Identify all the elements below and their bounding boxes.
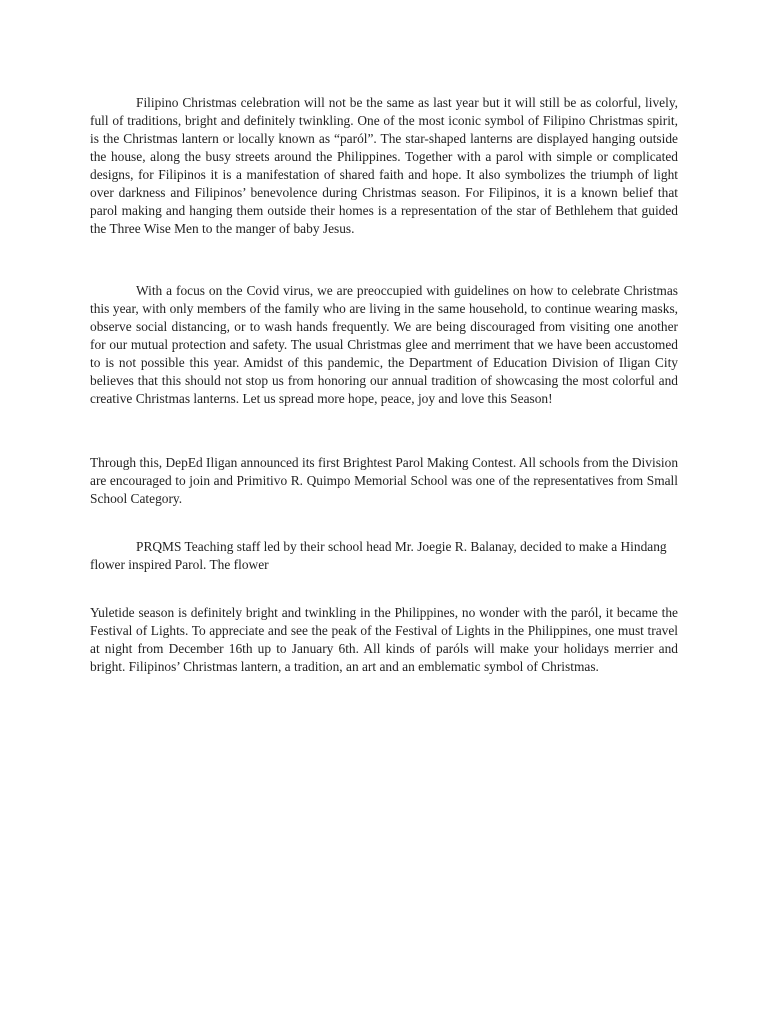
paragraph-covid-celebration: With a focus on the Covid virus, we are preoccupied with guidelines on how to celebrate Christmas this year, with only members of the family who are living in the same household, to continue wearing masks, observe social distancing, or to wash hands frequently. We are being discouraged from visiting one another for our mutual protection and safety. The usual Christmas glee and merriment that we have been accustomed to is not possible this year. Amidst of this pandemic, the Department of Education Division of Iligan City believes that this should not stop us from honoring our annual tradition of showcasing the most colorful and creative Christmas lanterns. Let us spread more hope, peace, joy and love this Season! — [90, 283, 678, 406]
paragraph-prqms-staff: PRQMS Teaching staff led by their school head Mr. Joegie R. Balanay, decided to make a Hindang flower inspired Parol. The flower — [90, 539, 667, 572]
paragraph-parol-intro: Filipino Christmas celebration will not be the same as last year but it will still be as colorful, lively, full of traditions, bright and definitely twinkling. One of the most iconic symbol of Filipino Christmas spirit, is the Christmas lantern or locally known as “paról”. The star-shaped lanterns are displayed hanging outside the house, along the busy streets around the Philippines. Together with a parol with simple or complicated designs, for Filipinos it is a manifestation of shared faith and hope. It also symbolizes the triumph of light over darkness and Filipinos’ benevolence during Christmas season. For Filipinos, it is a known belief that parol making and hanging them outside their homes is a representation of the star of Bethlehem that guided the Three Wise Men to the manger of baby Jesus. — [90, 95, 678, 236]
paragraph-festival-of-lights: Yuletide season is definitely bright and twinkling in the Philippines, no wonder with the paról, it became the Festival of Lights. To appreciate and see the peak of the Festival of Lights in the Philippines, one must travel at night from December 16th up to January 6th. All kinds of paróls will make your holidays merrier and bright. Filipinos’ Christmas lantern, a tradition, an art and an emblematic symbol of Christmas. — [90, 605, 678, 674]
paragraph-contest-announcement: Through this, DepEd Iligan announced its first Brightest Parol Making Contest. All schools from the Division are encouraged to join and Primitivo R. Quimpo Memorial School was one of the representatives from Small School Category. — [90, 455, 679, 506]
